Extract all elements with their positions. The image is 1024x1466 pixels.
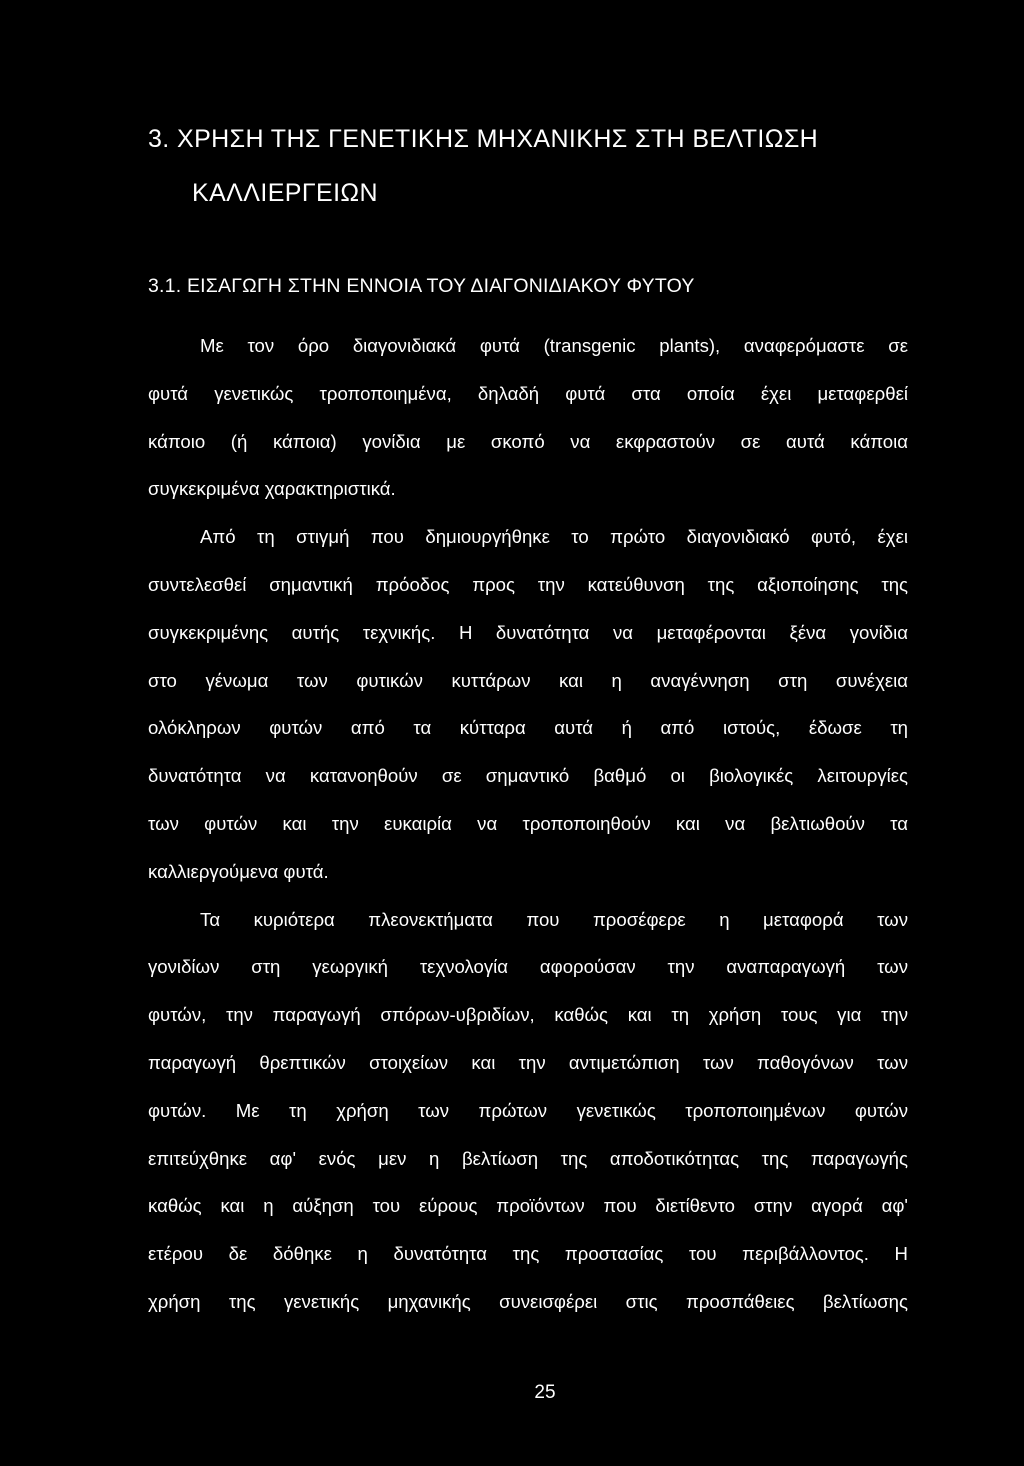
paragraph-2-line-3: συγκεκριμένης αυτής τεχνικής. Η δυνατότητα να μεταφέρονται ξένα γονίδια bbox=[148, 621, 908, 643]
paragraph-2-line-1: Από τη στιγμή που δημιουργήθηκε το πρώτο διαγονιδιακό φυτό, έχει bbox=[200, 526, 908, 548]
paragraph-2-line-4: στο γένωμα των φυτικών κυττάρων και η αναγέννηση στη συνέχεια bbox=[148, 669, 908, 691]
paragraph-1-line-3: κάποιο (ή κάποια) γονίδια με σκοπό να εκφραστούν σε αυτά κάποια bbox=[148, 430, 908, 452]
paragraph-2-line-5: ολόκληρων φυτών από τα κύτταρα αυτά ή από ιστούς, έδωσε τη bbox=[148, 717, 908, 739]
section-heading: 3.1. ΕΙΣΑΓΩΓΗ ΣΤΗΝ ΕΝΝΟΙΑ ΤΟΥ ΔΙΑΓΟΝΙΔΙΑΚΟΥ ΦΥΤΟΥ bbox=[148, 275, 695, 297]
paragraph-3-line-6: επιτεύχθηκε αφ' ενός μεν η βελτίωση της αποδοτικότητας της παραγωγής bbox=[148, 1147, 908, 1169]
paragraph-2-line-2: συντελεσθεί σημαντική πρόοδος προς την κατεύθυνση της αξιοποίησης της bbox=[148, 573, 908, 595]
paragraph-3-line-9: χρήση της γενετικής μηχανικής συνεισφέρει στις προσπάθειες βελτίωσης bbox=[148, 1290, 908, 1312]
paragraph-3-line-7: καθώς και η αύξηση του εύρους προϊόντων που διετίθεντο στην αγορά αφ' bbox=[148, 1195, 908, 1217]
paragraph-3-line-8: ετέρου δε δόθηκε η δυνατότητα της προστασίας του περιβάλλοντος. Η bbox=[148, 1243, 908, 1265]
paragraph-1-line-4: συγκεκριμένα χαρακτηριστικά. bbox=[148, 478, 396, 500]
paragraph-1-line-1: Με τον όρο διαγονιδιακά φυτά (transgenic plants), αναφερόμαστε σε bbox=[200, 335, 908, 356]
chapter-title-line-2: ΚΑΛΛΙΕΡΓΕΙΩΝ bbox=[192, 179, 378, 207]
paragraph-3-line-1: Τα κυριότερα πλεονεκτήματα που προσέφερε η μεταφορά των bbox=[200, 908, 908, 930]
paragraph-3-line-5: φυτών. Με τη χρήση των πρώτων γενετικώς τροποποιημένων φυτών bbox=[148, 1099, 908, 1121]
paragraph-3-line-2: γονιδίων στη γεωργική τεχνολογία αφορούσαν την αναπαραγωγή των bbox=[148, 956, 908, 978]
paragraph-3-line-3: φυτών, την παραγωγή σπόρων-υβριδίων, καθώς και τη χρήση τους για την bbox=[148, 1004, 908, 1026]
paragraph-2-line-7: των φυτών και την ευκαιρία να τροποποιηθούν και να βελτιωθούν τα bbox=[148, 812, 908, 834]
body-text bbox=[148, 322, 908, 1326]
page-number: 25 bbox=[534, 1382, 556, 1403]
paragraph-3-line-4: παραγωγή θρεπτικών στοιχείων και την αντιμετώπιση των παθογόνων των bbox=[148, 1051, 908, 1073]
chapter-title bbox=[148, 112, 948, 220]
chapter-title-line-1: 3. ΧΡΗΣΗ ΤΗΣ ΓΕΝΕΤΙΚΗΣ ΜΗΧΑΝΙΚΗΣ ΣΤΗ ΒΕΛΤΙΩΣΗ bbox=[148, 125, 819, 153]
paragraph-2-line-6: δυνατότητα να κατανοηθούν σε σημαντικό βαθμό οι βιολογικές λειτουργίες bbox=[148, 765, 908, 787]
paragraph-2-line-8: καλλιεργούμενα φυτά. bbox=[148, 860, 329, 882]
paragraph-1-line-2: φυτά γενετικώς τροποποιημένα, δηλαδή φυτά στα οποία έχει μεταφερθεί bbox=[148, 382, 908, 404]
